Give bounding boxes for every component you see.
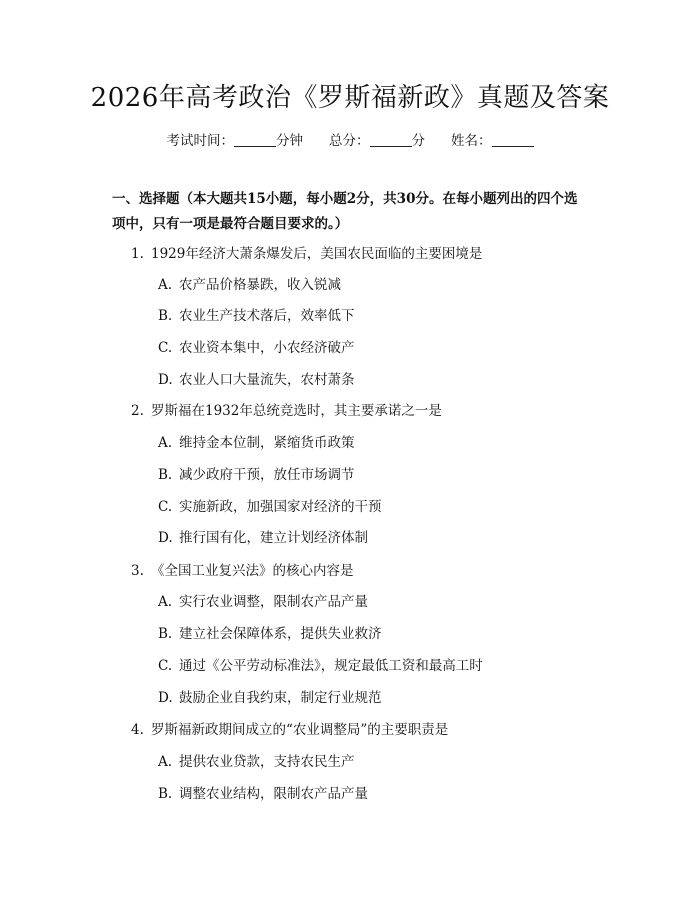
question-text: 1929年经济大萧条爆发后，美国农民面临的主要困境是 xyxy=(151,246,483,262)
option-letter: C. xyxy=(158,499,173,515)
option-letter: A. xyxy=(158,594,173,610)
question-1 xyxy=(131,244,482,264)
exam-meta-row xyxy=(0,131,700,151)
option-text: 维持金本位制，紧缩货币政策 xyxy=(179,435,355,451)
question-3 xyxy=(131,561,354,581)
student-name-field xyxy=(451,131,534,151)
section-heading-line-2: 项中，只有一项是最符合题目要求的。） xyxy=(112,216,349,232)
question-2 xyxy=(131,401,442,421)
page-title: 2026年高考政治《罗斯福新政》真题及答案 xyxy=(90,83,610,113)
question-1-option-d xyxy=(158,370,355,390)
question-number: 3. xyxy=(131,563,144,579)
option-letter: C. xyxy=(158,340,173,356)
option-letter: B. xyxy=(158,626,173,642)
question-2-option-a xyxy=(158,433,355,453)
question-4 xyxy=(131,720,448,740)
option-text: 实行农业调整，限制农产品产量 xyxy=(179,594,368,610)
option-letter: D. xyxy=(158,530,173,546)
question-2-option-b xyxy=(158,465,355,485)
question-4-option-b xyxy=(158,784,368,804)
question-1-option-b xyxy=(158,306,355,326)
option-text: 推行国有化，建立计划经济体制 xyxy=(179,530,368,546)
option-text: 调整农业结构，限制农产品产量 xyxy=(179,786,368,802)
question-1-option-a xyxy=(158,275,341,295)
exam-time-blank xyxy=(234,132,276,147)
total-score-field xyxy=(329,131,425,151)
question-4-option-a xyxy=(158,752,355,772)
option-text: 提供农业贷款，支持农民生产 xyxy=(179,754,355,770)
student-name-blank xyxy=(492,132,534,147)
option-text: 农业生产技术落后，效率低下 xyxy=(179,308,355,324)
question-text: 罗斯福在1932年总统竞选时，其主要承诺之一是 xyxy=(151,403,442,419)
section-heading-line-1: 一、选择题（本大题共15小题，每小题2分，共30分。在每小题列出的四个选 xyxy=(112,191,578,207)
option-text: 通过《公平劳动标准法》，规定最低工资和最高工时 xyxy=(179,658,483,674)
option-text: 农产品价格暴跌，收入锐减 xyxy=(179,277,341,293)
total-score-blank xyxy=(370,132,412,147)
section-heading xyxy=(112,187,592,237)
question-3-option-d xyxy=(158,688,382,708)
question-text: 罗斯福新政期间成立的“农业调整局”的主要职责是 xyxy=(151,722,449,738)
question-3-option-c xyxy=(158,656,483,676)
option-letter: B. xyxy=(158,308,173,324)
option-letter: B. xyxy=(158,786,173,802)
question-1-option-c xyxy=(158,338,355,358)
question-2-option-d xyxy=(158,528,368,548)
option-letter: D. xyxy=(158,690,173,706)
question-3-option-a xyxy=(158,592,368,612)
option-letter: D. xyxy=(158,372,173,388)
option-text: 减少政府干预，放任市场调节 xyxy=(179,467,355,483)
total-score-unit: 分 xyxy=(411,133,425,149)
exam-time-label: 考试时间： xyxy=(166,133,234,149)
option-letter: A. xyxy=(158,754,173,770)
question-number: 4. xyxy=(131,722,144,738)
option-text: 农业人口大量流失，农村萧条 xyxy=(179,372,355,388)
option-text: 实施新政，加强国家对经济的干预 xyxy=(179,499,382,515)
option-letter: B. xyxy=(158,467,173,483)
total-score-label: 总分： xyxy=(329,133,370,149)
exam-time-field xyxy=(167,131,304,151)
question-number: 1. xyxy=(131,246,144,262)
question-3-option-b xyxy=(158,624,382,644)
option-text: 鼓励企业自我约束，制定行业规范 xyxy=(179,690,382,706)
option-text: 农业资本集中，小农经济破产 xyxy=(179,340,355,356)
question-2-option-c xyxy=(158,497,382,517)
option-text: 建立社会保障体系，提供失业救济 xyxy=(179,626,382,642)
option-letter: C. xyxy=(158,658,173,674)
student-name-label: 姓名： xyxy=(451,133,492,149)
exam-time-unit: 分钟 xyxy=(276,133,303,149)
option-letter: A. xyxy=(158,277,173,293)
option-letter: A. xyxy=(158,435,173,451)
question-number: 2. xyxy=(131,403,144,419)
question-text: 《全国工业复兴法》的核心内容是 xyxy=(151,563,354,579)
